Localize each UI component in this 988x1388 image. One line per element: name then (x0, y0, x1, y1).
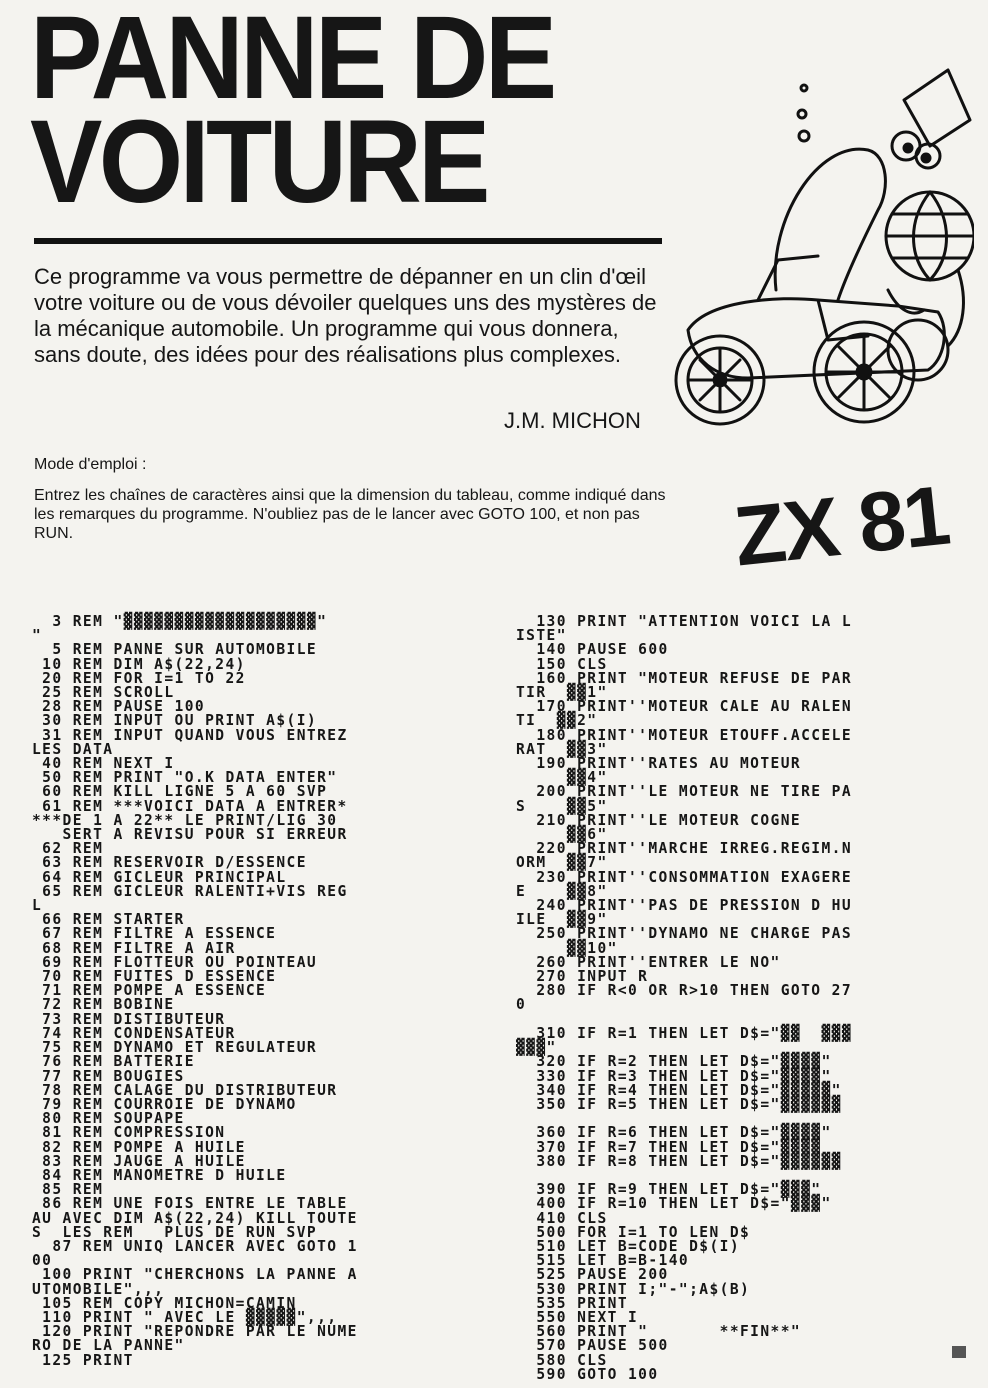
code-line: 530 PRINT I;"-";A$(B) (516, 1279, 751, 1298)
code-line: 100 PRINT "CHERCHONS LA PANNE A (32, 1265, 358, 1284)
code-line: 125 PRINT (32, 1350, 134, 1369)
code-line: S LES REM PLUS DE RUN SVP (32, 1222, 318, 1241)
code-line: 60 REM KILL LIGNE 5 A 60 SVP (32, 782, 328, 801)
code-line: 71 REM POMPE A ESSENCE (32, 981, 267, 1000)
code-line: 84 REM MANOMETRE D HUILE (32, 1165, 287, 1184)
code-line: 61 REM ***VOICI DATA A ENTRER* (32, 796, 348, 815)
code-line: ▓▓4" (516, 768, 608, 787)
code-line: 78 REM CALAGE DU DISTRIBUTEUR (32, 1080, 338, 1099)
code-line: 210 PRINT''LE MOTEUR COGNE (516, 810, 802, 829)
code-line: 68 REM FILTRE A AIR (32, 938, 236, 957)
code-line: 310 IF R=1 THEN LET D$="▓▓ ▓▓▓ (516, 1023, 853, 1042)
code-line: 535 PRINT (516, 1293, 629, 1312)
code-line: 63 REM RESERVOIR D/ESSENCE (32, 853, 307, 872)
code-line: ILE ▓▓9" (516, 910, 608, 929)
code-line: 73 REM DISTIBUTEUR (32, 1009, 226, 1028)
code-line: 62 REM (32, 839, 104, 858)
code-line: RO DE LA PANNE" (32, 1336, 185, 1355)
code-line: 570 PAUSE 500 (516, 1336, 669, 1355)
code-line: 500 FOR I=1 TO LEN D$ (516, 1222, 751, 1241)
code-line: ▓▓10" (516, 938, 618, 957)
code-line: 75 REM DYNAMO ET REGULATEUR (32, 1038, 318, 1057)
code-line: RAT ▓▓3" (516, 739, 608, 758)
code-line: 350 IF R=5 THEN LET D$="▓▓▓▓▓▓ (516, 1094, 842, 1113)
code-line: 25 REM SCROLL (32, 683, 175, 702)
code-line: 3 REM "▓▓▓▓▓▓▓▓▓▓▓▓▓▓▓▓▓▓▓" (32, 612, 328, 630)
title-line-1: PANNE DE (30, 0, 554, 124)
code-line: 525 PAUSE 200 (516, 1265, 669, 1284)
code-line: 240 PRINT''PAS DE PRESSION D HU (516, 896, 853, 915)
code-line: ISTE" (516, 626, 567, 645)
code-line: 82 REM POMPE A HUILE (32, 1137, 246, 1156)
code-line: S ▓▓5" (516, 796, 608, 815)
code-line: 0 (516, 995, 527, 1014)
code-line: 340 IF R=4 THEN LET D$="▓▓▓▓▓" (516, 1080, 842, 1099)
code-line: 580 CLS (516, 1350, 608, 1369)
code-line: 87 REM UNIQ LANCER AVEC GOTO 1 (32, 1236, 358, 1255)
code-line: 80 REM SOUPAPE (32, 1109, 185, 1128)
code-line: SERT A REVISU POUR SI ERREUR (32, 825, 348, 844)
code-line: 510 LET B=CODE D$(I) (516, 1236, 741, 1255)
code-line: ***DE 1 A 22** LE PRINT/LIG 30 (32, 810, 338, 829)
machine-label: ZX 81 (729, 467, 953, 584)
code-line: 170 PRINT''MOTEUR CALE AU RALEN (516, 697, 853, 716)
end-of-article-mark (952, 1346, 966, 1358)
code-line: 250 PRINT''DYNAMO NE CHARGE PAS (516, 924, 853, 943)
code-line: 200 PRINT''LE MOTEUR NE TIRE PA (516, 782, 853, 801)
code-line: 190 PRINT''RATES AU MOTEUR (516, 754, 802, 773)
code-line: 83 REM JAUGE A HUILE (32, 1151, 246, 1170)
code-line: E ▓▓8" (516, 881, 608, 900)
title-line-2: VOITURE (30, 96, 487, 228)
code-line: 330 IF R=3 THEN LET D$="▓▓▓▓" (516, 1066, 832, 1085)
code-line: 65 REM GICLEUR RALENTI+VIS REG (32, 881, 348, 900)
article-title (30, 0, 554, 228)
cartoon-illustration (668, 60, 974, 440)
code-line: 79 REM COURROIE DE DYNAMO (32, 1094, 297, 1113)
code-line: 110 PRINT " AVEC LE ▓▓▓▓▓",,, (32, 1307, 338, 1326)
code-line: 86 REM UNE FOIS ENTRE LE TABLE (32, 1194, 348, 1213)
code-line: 180 PRINT''MOTEUR ETOUFF.ACCELE (516, 725, 853, 744)
code-line: 50 REM PRINT "O.K DATA ENTER" (32, 768, 338, 787)
code-line: 67 REM FILTRE A ESSENCE (32, 924, 277, 943)
code-line: 70 REM FUITES D ESSENCE (32, 967, 277, 986)
code-line: LES DATA (32, 739, 114, 758)
code-line: 31 REM INPUT QUAND VOUS ENTREZ (32, 725, 348, 744)
intro-paragraph: Ce programme va vous permettre de dépanner en un clin d'œil votre voiture ou de vous dévoiler quelques uns des mystères de la mécanique automobile. Un programme qui vous donnera, sans doute, des idées pour des réalisations plus complexes. (34, 264, 657, 367)
code-line: ▓▓▓" (516, 1038, 557, 1057)
code-line: 74 REM CONDENSATEUR (32, 1023, 236, 1042)
code-line: 360 IF R=6 THEN LET D$="▓▓▓▓" (516, 1123, 832, 1142)
code-line: 140 PAUSE 600 (516, 640, 669, 659)
code-line: 10 REM DIM A$(22,24) (32, 654, 246, 673)
code-line: 76 REM BATTERIE (32, 1052, 195, 1071)
code-line: 380 IF R=8 THEN LET D$="▓▓▓▓▓▓ (516, 1151, 842, 1170)
code-line: " (32, 626, 43, 645)
code-line: ORM ▓▓7" (516, 853, 608, 872)
code-line: 260 PRINT''ENTRER LE NO" (516, 952, 781, 971)
code-line: 270 INPUT R (516, 967, 649, 986)
code-line: 77 REM BOUGIES (32, 1066, 185, 1085)
code-line: 81 REM COMPRESSION (32, 1123, 226, 1142)
code-line: 280 IF R<0 OR R>10 THEN GOTO 27 (516, 981, 853, 1000)
code-line: 85 REM (32, 1180, 104, 1199)
code-line: 130 PRINT "ATTENTION VOICI LA L (516, 612, 853, 630)
code-line: 320 IF R=2 THEN LET D$="▓▓▓▓" (516, 1052, 832, 1071)
code-line: 410 CLS (516, 1208, 608, 1227)
instructions-text: Entrez les chaînes de caractères ainsi que la dimension du tableau, comme indiqué dans les remarques du programme. N'oubliez pas de le lancer avec GOTO 100, et non pas RUN. (34, 487, 666, 542)
code-line: 220 PRINT''MARCHE IRREG.REGIM.N (516, 839, 853, 858)
code-listing-right (516, 614, 852, 1381)
code-line: 550 NEXT I (516, 1307, 639, 1326)
code-line: TI ▓▓2" (516, 711, 598, 730)
code-line: 28 REM PAUSE 100 (32, 697, 206, 716)
code-line: AU AVEC DIM A$(22,24) KILL TOUTE (32, 1208, 358, 1227)
code-line: 40 REM NEXT I (32, 754, 175, 773)
code-line: 590 GOTO 100 (516, 1364, 659, 1383)
code-line: 20 REM FOR I=1 TO 22 (32, 668, 246, 687)
code-line: TIR ▓▓1" (516, 683, 608, 702)
code-line: 390 IF R=9 THEN LET D$="▓▓▓" (516, 1180, 822, 1199)
code-line: UTOMOBILE",,, (32, 1279, 165, 1298)
code-line: 150 CLS (516, 654, 608, 673)
code-line: 72 REM BOBINE (32, 995, 175, 1014)
title-rule (34, 238, 662, 244)
instructions-heading: Mode d'emploi : (34, 456, 147, 473)
code-line: 64 REM GICLEUR PRINCIPAL (32, 867, 287, 886)
code-line: 105 REM COPY MICHON=CAMIN (32, 1293, 297, 1312)
code-line: 66 REM STARTER (32, 910, 185, 929)
code-line: 00 (32, 1251, 53, 1270)
code-line: 120 PRINT "REPONDRE PAR LE NUME (32, 1322, 358, 1341)
author-name: J.M. MICHON (504, 408, 641, 433)
code-line: 560 PRINT " **FIN**" (516, 1322, 802, 1341)
code-line: 370 IF R=7 THEN LET D$="▓▓▓▓ (516, 1137, 822, 1156)
code-line: 515 LET B=B-140 (516, 1251, 690, 1270)
code-line: 400 IF R=10 THEN LET D$="▓▓▓" (516, 1194, 832, 1213)
code-line: 160 PRINT "MOTEUR REFUSE DE PAR (516, 668, 853, 687)
code-line: 69 REM FLOTTEUR OU POINTEAU (32, 952, 318, 971)
code-line: L (32, 896, 43, 915)
code-line: 230 PRINT''CONSOMMATION EXAGERE (516, 867, 853, 886)
code-line: ▓▓6" (516, 825, 608, 844)
code-line: 30 REM INPUT OU PRINT A$(I) (32, 711, 318, 730)
code-line: 5 REM PANNE SUR AUTOMOBILE (32, 640, 318, 659)
code-listing-left (32, 614, 358, 1367)
